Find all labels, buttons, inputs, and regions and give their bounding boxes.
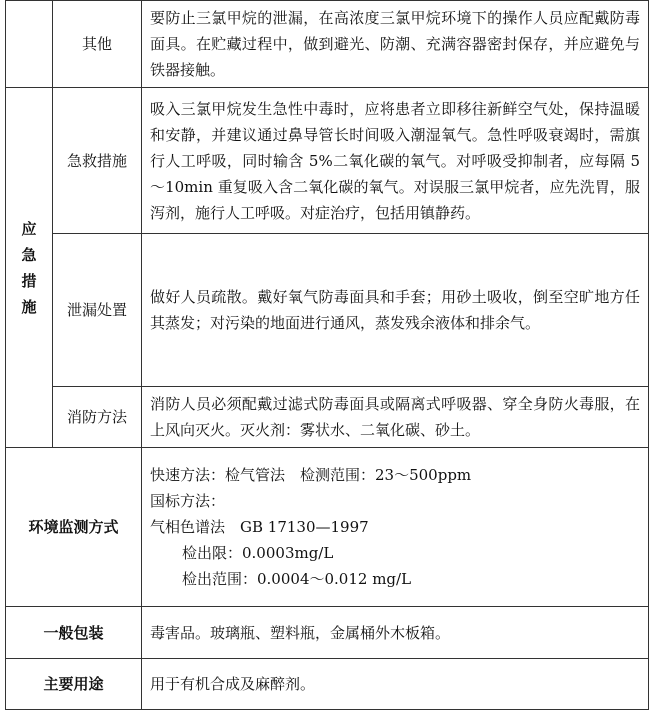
first-aid-text xyxy=(142,88,649,234)
fire-label: 消防方法 xyxy=(53,387,142,448)
usage-label: 主要用途 xyxy=(6,659,142,710)
row-leak xyxy=(6,234,649,387)
usage-text xyxy=(142,659,649,710)
other-paragraph: 要防止三氯甲烷的泄漏，在高浓度三氯甲烷环境下的操作人员应配戴防毒面具。在贮藏过程中，做到避光、防潮、充满容器密封保存，并应避免与铁器接触。 xyxy=(150,9,640,79)
emergency-char-2: 急 xyxy=(21,245,37,264)
leak-label: 泄漏处置 xyxy=(53,234,142,387)
row-other-label: 其他 xyxy=(53,1,142,88)
row-other-text xyxy=(142,1,649,88)
packaging-text xyxy=(142,607,649,659)
row-packaging xyxy=(6,607,649,659)
emergency-char-3: 措 xyxy=(21,271,37,290)
packaging-paragraph: 毒害品。玻璃瓶、塑料瓶，金属桶外木板箱。 xyxy=(150,623,451,642)
row-monitoring xyxy=(6,448,649,607)
monitoring-line-3: 气相色谱法 GB 17130—1997 xyxy=(150,518,369,536)
fire-paragraph: 消防人员必须配戴过滤式防毒面具或隔离式呼吸器、穿全身防火毒服，在上风向灭火。灭火剂：雾状水、二氧化碳、砂土。 xyxy=(150,395,640,439)
row-other-blank xyxy=(6,1,53,88)
row-usage xyxy=(6,659,649,710)
leak-text xyxy=(142,234,649,387)
monitoring-detection-range: 检出范围：0.0004～0.012 mg/L xyxy=(182,570,412,588)
packaging-label: 一般包装 xyxy=(6,607,142,659)
first-aid-paragraph: 吸入三氯甲烷发生急性中毒时，应将患者立即移往新鲜空气处，保持温暖和安静，并建议通过鼻导管长时间吸入潮湿氧气。急性呼吸衰竭时，需旗行人工呼吸，同时输含 5%二氧化碳的氧气。对呼吸受抑制者，应每隔 5～10min 重复吸入含二氧化碳的氧气。对误服三氯甲烷者，应先洗胃，服泻剂，施行人工呼吸。对症治疗，包括用镇静药。 xyxy=(150,99,640,222)
emergency-category-label xyxy=(6,88,53,448)
monitoring-line-1: 快速方法：检气管法 检测范围：23～500ppm xyxy=(150,466,472,484)
fire-text xyxy=(142,387,649,448)
monitoring-label: 环境监测方式 xyxy=(6,448,142,607)
emergency-char-1: 应 xyxy=(21,219,37,238)
first-aid-label: 急救措施 xyxy=(53,88,142,234)
chemical-info-table xyxy=(5,0,649,710)
row-other xyxy=(6,1,649,88)
emergency-char-4: 施 xyxy=(21,297,37,316)
monitoring-detection-limit: 检出限：0.0003mg/L xyxy=(182,544,334,562)
usage-paragraph: 用于有机合成及麻醉剂。 xyxy=(150,675,316,693)
leak-paragraph: 做好人员疏散。戴好氧气防毒面具和手套；用砂土吸收，倒至空旷地方任其蒸发；对污染的地面进行通风，蒸发残余液体和排余气。 xyxy=(150,288,640,332)
monitoring-text xyxy=(142,448,649,607)
row-fire xyxy=(6,387,649,448)
monitoring-line-2: 国标方法： xyxy=(150,492,226,510)
row-first-aid xyxy=(6,88,649,234)
